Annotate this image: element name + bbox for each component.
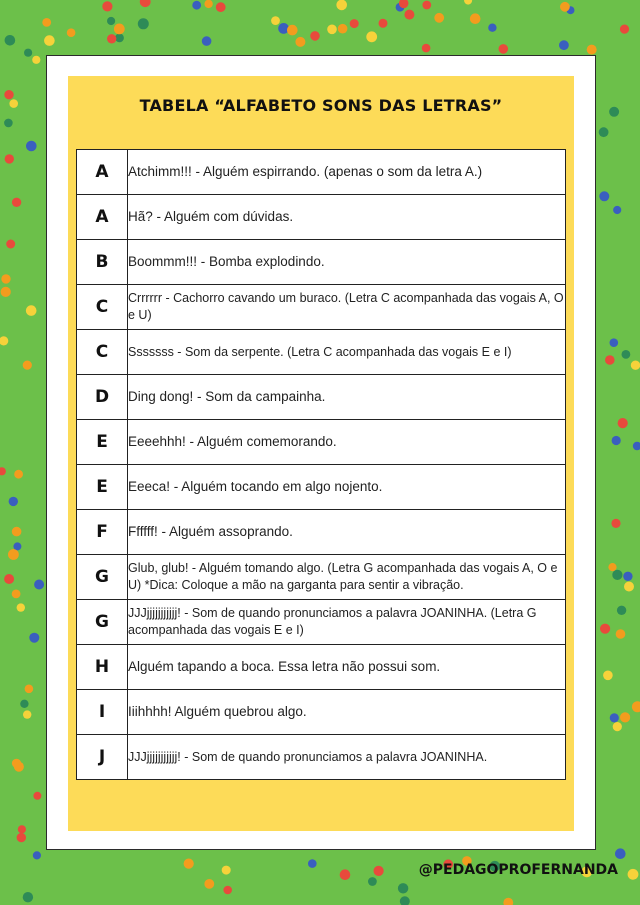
confetti-dot xyxy=(434,13,444,23)
letter-cell: I xyxy=(77,690,128,735)
worksheet-card xyxy=(46,55,596,850)
confetti-dot xyxy=(4,119,13,128)
confetti-dot xyxy=(115,34,124,43)
sound-description: JJJjjjjjjjjjjj! - Som de quando pronunciamos a palavra JOANINHA. (Letra G acompanhada das vogais E e I) xyxy=(128,600,566,645)
confetti-dot xyxy=(379,19,388,28)
confetti-dot xyxy=(271,16,280,25)
confetti-dot xyxy=(25,685,34,694)
confetti-dot xyxy=(34,580,44,590)
confetti-dot xyxy=(400,896,410,905)
confetti-dot xyxy=(599,191,609,201)
confetti-dot xyxy=(368,877,377,886)
table-row xyxy=(77,195,566,240)
confetti-dot xyxy=(464,0,472,5)
confetti-dot xyxy=(12,590,21,599)
table-row xyxy=(77,510,566,555)
confetti-dot xyxy=(33,851,41,859)
letter-cell: A xyxy=(77,150,128,195)
table-row xyxy=(77,555,566,600)
confetti-dot xyxy=(4,90,13,99)
confetti-dot xyxy=(503,898,513,905)
confetti-dot xyxy=(620,712,630,722)
confetti-dot xyxy=(202,36,212,46)
confetti-dot xyxy=(422,1,431,10)
sound-description: Eeeehhh! - Alguém comemorando. xyxy=(128,420,566,465)
confetti-dot xyxy=(44,35,55,46)
confetti-dot xyxy=(609,107,619,117)
confetti-dot xyxy=(0,336,8,345)
confetti-dot xyxy=(4,574,14,584)
confetti-dot xyxy=(470,13,481,24)
table-row xyxy=(77,690,566,735)
sound-description: JJJjjjjjjjjjjj! - Som de quando pronunciamos a palavra JOANINHA. xyxy=(128,735,566,780)
letter-cell: J xyxy=(77,735,128,780)
table-row xyxy=(77,285,566,330)
confetti-dot xyxy=(17,833,26,842)
confetti-dot xyxy=(338,24,348,34)
letter-cell: D xyxy=(77,375,128,420)
confetti-dot xyxy=(17,603,25,611)
sound-description: Crrrrrr - Cachorro cavando um buraco. (Letra C acompanhada das vogais A, O e U) xyxy=(128,285,566,330)
confetti-dot xyxy=(632,701,640,712)
confetti-dot xyxy=(114,24,125,35)
sound-description: Ding dong! - Som da campainha. xyxy=(128,375,566,420)
confetti-dot xyxy=(24,49,32,57)
confetti-dot xyxy=(488,24,496,32)
confetti-dot xyxy=(336,0,347,10)
confetti-dot xyxy=(33,792,41,800)
letter-cell: G xyxy=(77,600,128,645)
confetti-dot xyxy=(327,25,337,35)
confetti-dot xyxy=(107,17,115,25)
table-row xyxy=(77,735,566,780)
confetti-dot xyxy=(499,44,509,54)
confetti-dot xyxy=(26,305,37,316)
sound-description: Hã? - Alguém com dúvidas. xyxy=(128,195,566,240)
page-title: TABELA “ALFABETO SONS DAS LETRAS” xyxy=(139,96,503,115)
confetti-dot xyxy=(624,582,634,592)
confetti-dot xyxy=(587,45,597,55)
confetti-dot xyxy=(9,99,18,108)
confetti-dot xyxy=(102,1,112,11)
confetti-dot xyxy=(23,710,31,718)
confetti-dot xyxy=(611,519,620,528)
confetti-dot xyxy=(20,700,28,708)
confetti-dot xyxy=(633,442,640,451)
confetti-dot xyxy=(628,869,639,880)
confetti-dot xyxy=(29,633,39,643)
confetti-dot xyxy=(140,0,151,7)
confetti-dot xyxy=(613,206,621,214)
confetti-dot xyxy=(340,869,351,880)
confetti-dot xyxy=(287,25,298,36)
confetti-dot xyxy=(350,19,359,28)
confetti-dot xyxy=(23,892,33,902)
sound-description: Alguém tapando a boca. Essa letra não possui som. xyxy=(128,645,566,690)
table-row xyxy=(77,150,566,195)
letter-cell: C xyxy=(77,285,128,330)
confetti-dot xyxy=(603,671,613,681)
confetti-dot xyxy=(18,825,26,833)
sound-description: Ffffff! - Alguém assoprando. xyxy=(128,510,566,555)
sound-description: Boommm!!! - Bomba explodindo. xyxy=(128,240,566,285)
sound-description: Glub, glub! - Alguém tomando algo. (Letra G acompanhada das vogais A, O e U) *Dica: Coloque a mão na garganta para sentir a vibração. xyxy=(128,555,566,600)
confetti-dot xyxy=(612,436,621,445)
confetti-dot xyxy=(623,572,632,581)
table-row xyxy=(77,465,566,510)
confetti-dot xyxy=(620,25,629,34)
sound-description: Sssssss - Som da serpente. (Letra C acompanhada das vogais E e I) xyxy=(128,330,566,375)
confetti-dot xyxy=(631,361,640,370)
confetti-dot xyxy=(216,2,226,12)
letter-cell: E xyxy=(77,465,128,510)
letter-cell: H xyxy=(77,645,128,690)
confetti-dot xyxy=(374,866,384,876)
confetti-dot xyxy=(404,10,414,20)
letter-cell: C xyxy=(77,330,128,375)
confetti-dot xyxy=(295,37,305,47)
confetti-dot xyxy=(0,467,6,475)
confetti-dot xyxy=(14,762,24,772)
confetti-dot xyxy=(67,28,76,37)
confetti-dot xyxy=(560,2,570,12)
letter-cell: B xyxy=(77,240,128,285)
confetti-dot xyxy=(1,287,11,297)
table-row xyxy=(77,600,566,645)
confetti-dot xyxy=(366,31,377,42)
confetti-dot xyxy=(613,722,622,731)
confetti-dot xyxy=(14,470,23,479)
letter-cell: A xyxy=(77,195,128,240)
confetti-dot xyxy=(616,629,626,639)
confetti-dot xyxy=(605,355,615,365)
confetti-dot xyxy=(559,40,569,50)
table-row xyxy=(77,420,566,465)
letter-cell: G xyxy=(77,555,128,600)
confetti-dot xyxy=(138,18,149,29)
confetti-dot xyxy=(6,240,15,249)
confetti-dot xyxy=(42,18,51,27)
confetti-dot xyxy=(5,154,14,163)
author-handle: @PEDAGOPROFERNANDA xyxy=(418,862,618,878)
confetti-dot xyxy=(600,624,610,634)
confetti-dot xyxy=(610,338,619,347)
confetti-dot xyxy=(204,879,214,889)
table-row xyxy=(77,240,566,285)
confetti-dot xyxy=(32,56,40,64)
sound-description: Iiihhhh! Alguém quebrou algo. xyxy=(128,690,566,735)
alphabet-sounds-table xyxy=(76,149,566,780)
confetti-dot xyxy=(204,0,212,8)
confetti-dot xyxy=(8,549,19,560)
confetti-dot xyxy=(308,859,317,868)
table-row xyxy=(77,375,566,420)
confetti-dot xyxy=(5,35,16,46)
confetti-dot xyxy=(192,1,201,10)
confetti-dot xyxy=(398,883,408,893)
letter-cell: E xyxy=(77,420,128,465)
sound-description: Eeeca! - Alguém tocando em algo nojento. xyxy=(128,465,566,510)
confetti-dot xyxy=(107,34,116,43)
confetti-dot xyxy=(310,31,320,41)
sound-description: Atchimm!!! - Alguém espirrando. (apenas o som da letra A.) xyxy=(128,150,566,195)
table-row xyxy=(77,330,566,375)
confetti-dot xyxy=(12,527,22,537)
letter-cell: F xyxy=(77,510,128,555)
confetti-dot xyxy=(422,44,431,53)
confetti-dot xyxy=(622,350,631,359)
confetti-dot xyxy=(222,866,231,875)
confetti-dot xyxy=(1,274,10,283)
confetti-dot xyxy=(223,886,232,895)
confetti-dot xyxy=(615,848,626,859)
confetti-dot xyxy=(26,141,37,152)
confetti-dot xyxy=(9,497,18,506)
yellow-panel xyxy=(68,76,574,831)
confetti-dot xyxy=(610,713,619,722)
confetti-dot xyxy=(184,859,194,869)
confetti-dot xyxy=(12,198,21,207)
confetti-dot xyxy=(599,127,609,137)
table-row xyxy=(77,645,566,690)
confetti-dot xyxy=(608,563,616,571)
confetti-dot xyxy=(612,570,622,580)
confetti-dot xyxy=(618,418,628,428)
confetti-dot xyxy=(23,361,32,370)
confetti-dot xyxy=(617,606,626,615)
confetti-dot xyxy=(13,542,21,550)
